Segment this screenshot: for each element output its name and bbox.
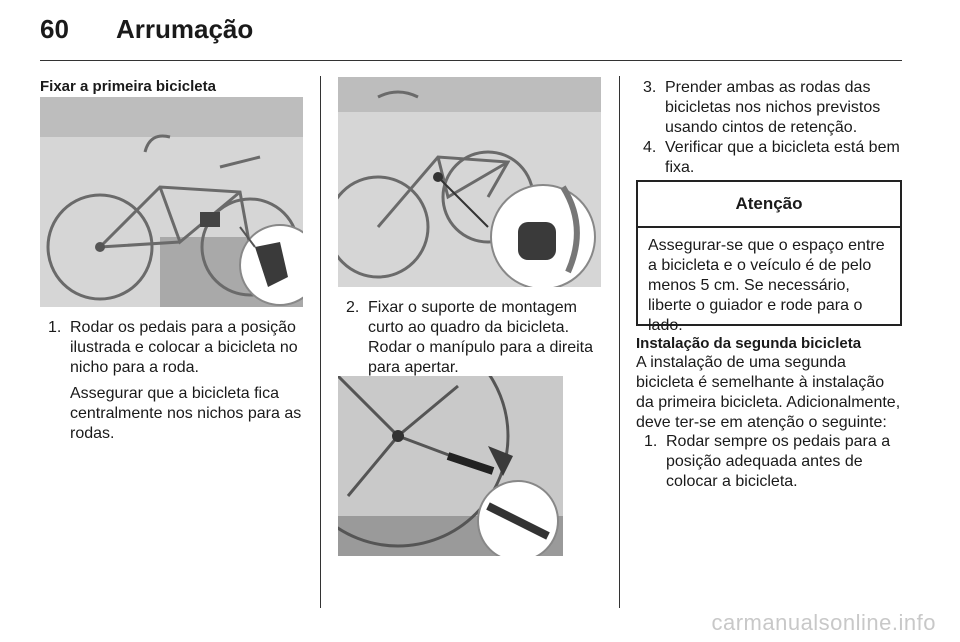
page-number: 60 bbox=[40, 14, 69, 44]
chapter-title: Arrumação bbox=[116, 14, 254, 44]
list-item bbox=[48, 318, 306, 444]
list-item bbox=[346, 298, 604, 378]
step-number: 4. bbox=[643, 139, 657, 156]
column-divider bbox=[320, 76, 321, 608]
step-text: Verificar que a bicicleta está bem fixa. bbox=[665, 139, 900, 176]
header-rule bbox=[40, 60, 902, 61]
step-text: Rodar sempre os pedais para a posição adequada antes de colocar a bicicleta. bbox=[666, 433, 891, 490]
wheel-strap-illustration bbox=[338, 376, 563, 556]
step-note: Assegurar que a bicicleta fica centralmente nos nichos para as rodas. bbox=[70, 385, 302, 442]
column-divider bbox=[619, 76, 620, 608]
list-item bbox=[643, 138, 903, 178]
step-text: Fixar o suporte de montagem curto ao quadro da bicicleta. Rodar o manípulo para a direita para apertar. bbox=[368, 299, 594, 376]
step-number: 1. bbox=[644, 433, 658, 450]
bicycle-on-carrier-illustration bbox=[40, 97, 303, 307]
step-number: 1. bbox=[48, 319, 62, 336]
list-item bbox=[644, 432, 900, 492]
step-text: Prender ambas as rodas das bicicletas nos nichos previstos usando cintos de retenção. bbox=[665, 79, 881, 136]
warning-callout bbox=[636, 180, 902, 334]
list-item bbox=[643, 78, 903, 138]
step-text: Rodar os pedais para a posição ilustrada e colocar a bicicleta no nicho para a roda. bbox=[70, 319, 298, 376]
bicycle-frame-clamp-illustration bbox=[338, 77, 601, 287]
callout-text: Assegurar-se que o espaço entre a bicicleta e o veículo é de pelo menos 5 cm. Se necessário, liberte o guiador e rode para o lado. bbox=[648, 237, 885, 334]
section-heading: Fixar a primeira bicicleta bbox=[40, 78, 216, 95]
callout-title: Atenção bbox=[638, 182, 900, 228]
step-number: 3. bbox=[643, 79, 657, 96]
watermark: carmanualsonline.info bbox=[711, 610, 936, 635]
step-number: 2. bbox=[346, 299, 360, 316]
section-heading: Instalação da segunda bicicleta bbox=[636, 335, 862, 352]
paragraph: A instalação de uma segunda bicicleta é semelhante à instalação da primeira bicicleta. Adicionalmente, deve ter-se em atenção o seguinte: bbox=[636, 354, 901, 431]
